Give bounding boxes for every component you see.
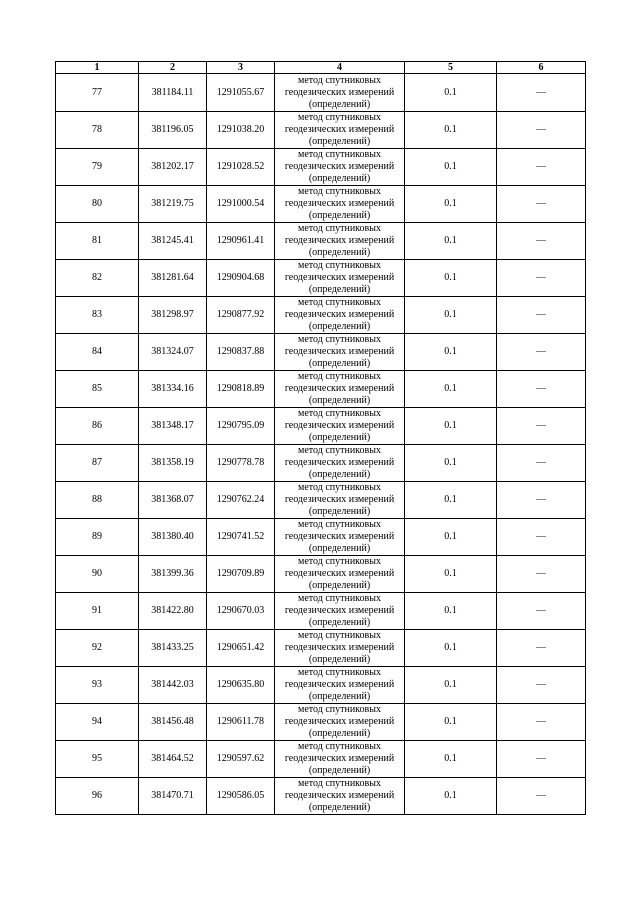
method-line-3: (определений) <box>308 321 371 332</box>
x-coordinate-cell: 381368.07 <box>139 482 207 519</box>
table-row <box>56 445 586 482</box>
method-line-1: метод спутниковых <box>298 371 381 382</box>
x-coordinate-cell: 381196.05 <box>139 112 207 149</box>
method-line-3: (определений) <box>308 284 371 295</box>
point-number-cell: 93 <box>56 667 139 704</box>
method-line-3: (определений) <box>308 210 371 221</box>
point-number-cell: 77 <box>56 74 139 112</box>
note-cell: — <box>497 112 586 149</box>
method-line-1: метод спутниковых <box>298 519 381 530</box>
note-cell: — <box>497 704 586 741</box>
y-coordinate-cell: 1290877.92 <box>207 297 275 334</box>
method-line-1: метод спутниковых <box>298 593 381 604</box>
y-coordinate-cell: 1291028.52 <box>207 149 275 186</box>
point-number-cell: 92 <box>56 630 139 667</box>
method-line-1: метод спутниковых <box>298 741 381 752</box>
method-cell <box>275 408 405 445</box>
method-cell <box>275 149 405 186</box>
method-cell <box>275 186 405 223</box>
method-line-1: метод спутниковых <box>298 297 381 308</box>
method-line-3: (определений) <box>308 617 371 628</box>
method-line-3: (определений) <box>308 136 371 147</box>
y-coordinate-cell: 1290651.42 <box>207 630 275 667</box>
table-row <box>56 149 586 186</box>
table-body <box>56 74 586 815</box>
method-line-1: метод спутниковых <box>298 408 381 419</box>
note-cell: — <box>497 223 586 260</box>
method-line-1: метод спутниковых <box>298 704 381 715</box>
y-coordinate-cell: 1290837.88 <box>207 334 275 371</box>
table-row <box>56 297 586 334</box>
header-col-6: 6 <box>497 62 586 74</box>
method-line-1: метод спутниковых <box>298 74 381 86</box>
accuracy-cell: 0.1 <box>405 149 497 186</box>
table-row <box>56 667 586 704</box>
x-coordinate-cell: 381399.36 <box>139 556 207 593</box>
header-col-3: 3 <box>207 62 275 74</box>
header-col-5: 5 <box>405 62 497 74</box>
method-line-1: метод спутниковых <box>298 482 381 493</box>
table-row <box>56 371 586 408</box>
note-cell: — <box>497 334 586 371</box>
point-number-cell: 84 <box>56 334 139 371</box>
method-cell <box>275 223 405 260</box>
table-row <box>56 630 586 667</box>
accuracy-cell: 0.1 <box>405 74 497 112</box>
y-coordinate-cell: 1290961.41 <box>207 223 275 260</box>
method-cell <box>275 74 405 112</box>
x-coordinate-cell: 381422.80 <box>139 593 207 630</box>
table-header <box>56 62 586 74</box>
method-cell <box>275 334 405 371</box>
note-cell: — <box>497 741 586 778</box>
table-row <box>56 223 586 260</box>
method-line-1: метод спутниковых <box>298 186 381 197</box>
header-row <box>56 62 586 74</box>
point-number-cell: 88 <box>56 482 139 519</box>
x-coordinate-cell: 381464.52 <box>139 741 207 778</box>
method-line-3: (определений) <box>308 728 371 739</box>
method-line-2: геодезических измерений <box>284 161 395 172</box>
method-line-2: геодезических измерений <box>284 679 395 690</box>
note-cell: — <box>497 556 586 593</box>
point-number-cell: 96 <box>56 778 139 815</box>
accuracy-cell: 0.1 <box>405 186 497 223</box>
x-coordinate-cell: 381202.17 <box>139 149 207 186</box>
x-coordinate-cell: 381334.16 <box>139 371 207 408</box>
x-coordinate-cell: 381442.03 <box>139 667 207 704</box>
method-line-2: геодезических измерений <box>284 346 395 357</box>
method-line-3: (определений) <box>308 173 371 184</box>
point-number-cell: 83 <box>56 297 139 334</box>
table-row <box>56 112 586 149</box>
x-coordinate-cell: 381298.97 <box>139 297 207 334</box>
coordinates-table <box>55 61 586 815</box>
point-number-cell: 86 <box>56 408 139 445</box>
method-line-1: метод спутниковых <box>298 260 381 271</box>
method-line-3: (определений) <box>308 98 371 110</box>
method-line-2: геодезических измерений <box>284 309 395 320</box>
note-cell: — <box>497 260 586 297</box>
method-line-2: геодезических измерений <box>284 790 395 801</box>
method-line-3: (определений) <box>308 543 371 554</box>
method-cell <box>275 519 405 556</box>
method-line-3: (определений) <box>308 358 371 369</box>
point-number-cell: 87 <box>56 445 139 482</box>
point-number-cell: 81 <box>56 223 139 260</box>
method-line-2: геодезических измерений <box>284 420 395 431</box>
point-number-cell: 78 <box>56 112 139 149</box>
y-coordinate-cell: 1290762.24 <box>207 482 275 519</box>
point-number-cell: 80 <box>56 186 139 223</box>
method-line-3: (определений) <box>308 654 371 665</box>
method-line-2: геодезических измерений <box>284 383 395 394</box>
accuracy-cell: 0.1 <box>405 593 497 630</box>
header-col-1: 1 <box>56 62 139 74</box>
method-cell <box>275 112 405 149</box>
table-row <box>56 74 586 112</box>
table-row <box>56 482 586 519</box>
method-line-2: геодезических измерений <box>284 124 395 135</box>
method-line-3: (определений) <box>308 432 371 443</box>
accuracy-cell: 0.1 <box>405 223 497 260</box>
table-row <box>56 778 586 815</box>
method-line-1: метод спутниковых <box>298 445 381 456</box>
point-number-cell: 91 <box>56 593 139 630</box>
accuracy-cell: 0.1 <box>405 667 497 704</box>
x-coordinate-cell: 381219.75 <box>139 186 207 223</box>
y-coordinate-cell: 1290709.89 <box>207 556 275 593</box>
y-coordinate-cell: 1291000.54 <box>207 186 275 223</box>
method-line-2: геодезических измерений <box>284 531 395 542</box>
y-coordinate-cell: 1291055.67 <box>207 74 275 112</box>
method-cell <box>275 667 405 704</box>
method-line-2: геодезических измерений <box>284 568 395 579</box>
method-line-3: (определений) <box>308 802 371 813</box>
method-cell <box>275 482 405 519</box>
accuracy-cell: 0.1 <box>405 445 497 482</box>
y-coordinate-cell: 1290795.09 <box>207 408 275 445</box>
method-cell <box>275 741 405 778</box>
method-line-2: геодезических измерений <box>284 494 395 505</box>
x-coordinate-cell: 381380.40 <box>139 519 207 556</box>
method-line-1: метод спутниковых <box>298 778 381 789</box>
table-row <box>56 704 586 741</box>
table-row <box>56 334 586 371</box>
method-line-1: метод спутниковых <box>298 223 381 234</box>
point-number-cell: 85 <box>56 371 139 408</box>
accuracy-cell: 0.1 <box>405 260 497 297</box>
y-coordinate-cell: 1290670.03 <box>207 593 275 630</box>
accuracy-cell: 0.1 <box>405 408 497 445</box>
method-line-2: геодезических измерений <box>284 198 395 209</box>
method-line-2: геодезических измерений <box>284 272 395 283</box>
y-coordinate-cell: 1290904.68 <box>207 260 275 297</box>
method-line-1: метод спутниковых <box>298 149 381 160</box>
x-coordinate-cell: 381281.64 <box>139 260 207 297</box>
y-coordinate-cell: 1291038.20 <box>207 112 275 149</box>
method-line-3: (определений) <box>308 247 371 258</box>
point-number-cell: 95 <box>56 741 139 778</box>
y-coordinate-cell: 1290818.89 <box>207 371 275 408</box>
table-row <box>56 408 586 445</box>
note-cell: — <box>497 667 586 704</box>
method-cell <box>275 371 405 408</box>
x-coordinate-cell: 381456.48 <box>139 704 207 741</box>
accuracy-cell: 0.1 <box>405 482 497 519</box>
y-coordinate-cell: 1290611.78 <box>207 704 275 741</box>
note-cell: — <box>497 630 586 667</box>
method-line-2: геодезических измерений <box>284 642 395 653</box>
accuracy-cell: 0.1 <box>405 297 497 334</box>
table-row <box>56 593 586 630</box>
accuracy-cell: 0.1 <box>405 371 497 408</box>
x-coordinate-cell: 381348.17 <box>139 408 207 445</box>
method-line-2: геодезических измерений <box>284 457 395 468</box>
note-cell: — <box>497 482 586 519</box>
method-line-3: (определений) <box>308 506 371 517</box>
accuracy-cell: 0.1 <box>405 334 497 371</box>
table-row <box>56 556 586 593</box>
note-cell: — <box>497 445 586 482</box>
note-cell: — <box>497 408 586 445</box>
accuracy-cell: 0.1 <box>405 556 497 593</box>
header-col-4: 4 <box>275 62 405 74</box>
method-cell <box>275 260 405 297</box>
point-number-cell: 89 <box>56 519 139 556</box>
header-col-2: 2 <box>139 62 207 74</box>
note-cell: — <box>497 149 586 186</box>
table-row <box>56 519 586 556</box>
y-coordinate-cell: 1290778.78 <box>207 445 275 482</box>
note-cell: — <box>497 74 586 112</box>
note-cell: — <box>497 593 586 630</box>
x-coordinate-cell: 381358.19 <box>139 445 207 482</box>
x-coordinate-cell: 381245.41 <box>139 223 207 260</box>
method-cell <box>275 556 405 593</box>
table-row <box>56 260 586 297</box>
accuracy-cell: 0.1 <box>405 630 497 667</box>
y-coordinate-cell: 1290635.80 <box>207 667 275 704</box>
method-line-1: метод спутниковых <box>298 556 381 567</box>
y-coordinate-cell: 1290597.62 <box>207 741 275 778</box>
method-line-2: геодезических измерений <box>284 753 395 764</box>
x-coordinate-cell: 381184.11 <box>139 74 207 112</box>
note-cell: — <box>497 297 586 334</box>
accuracy-cell: 0.1 <box>405 519 497 556</box>
note-cell: — <box>497 186 586 223</box>
method-line-3: (определений) <box>308 469 371 480</box>
method-line-1: метод спутниковых <box>298 112 381 123</box>
y-coordinate-cell: 1290586.05 <box>207 778 275 815</box>
x-coordinate-cell: 381470.71 <box>139 778 207 815</box>
method-line-1: метод спутниковых <box>298 334 381 345</box>
accuracy-cell: 0.1 <box>405 741 497 778</box>
point-number-cell: 90 <box>56 556 139 593</box>
point-number-cell: 94 <box>56 704 139 741</box>
accuracy-cell: 0.1 <box>405 778 497 815</box>
point-number-cell: 79 <box>56 149 139 186</box>
y-coordinate-cell: 1290741.52 <box>207 519 275 556</box>
table-row <box>56 186 586 223</box>
method-line-3: (определений) <box>308 395 371 406</box>
method-cell <box>275 445 405 482</box>
method-line-1: метод спутниковых <box>298 667 381 678</box>
method-line-2: геодезических измерений <box>284 86 395 98</box>
method-line-2: геодезических измерений <box>284 235 395 246</box>
accuracy-cell: 0.1 <box>405 112 497 149</box>
x-coordinate-cell: 381433.25 <box>139 630 207 667</box>
method-line-2: геодезических измерений <box>284 716 395 727</box>
point-number-cell: 82 <box>56 260 139 297</box>
method-cell <box>275 778 405 815</box>
x-coordinate-cell: 381324.07 <box>139 334 207 371</box>
method-cell <box>275 630 405 667</box>
note-cell: — <box>497 778 586 815</box>
accuracy-cell: 0.1 <box>405 704 497 741</box>
note-cell: — <box>497 519 586 556</box>
method-cell <box>275 297 405 334</box>
method-line-1: метод спутниковых <box>298 630 381 641</box>
table-row <box>56 741 586 778</box>
method-cell <box>275 704 405 741</box>
method-cell <box>275 593 405 630</box>
method-line-3: (определений) <box>308 580 371 591</box>
method-line-3: (определений) <box>308 765 371 776</box>
method-line-2: геодезических измерений <box>284 605 395 616</box>
method-line-3: (определений) <box>308 691 371 702</box>
note-cell: — <box>497 371 586 408</box>
